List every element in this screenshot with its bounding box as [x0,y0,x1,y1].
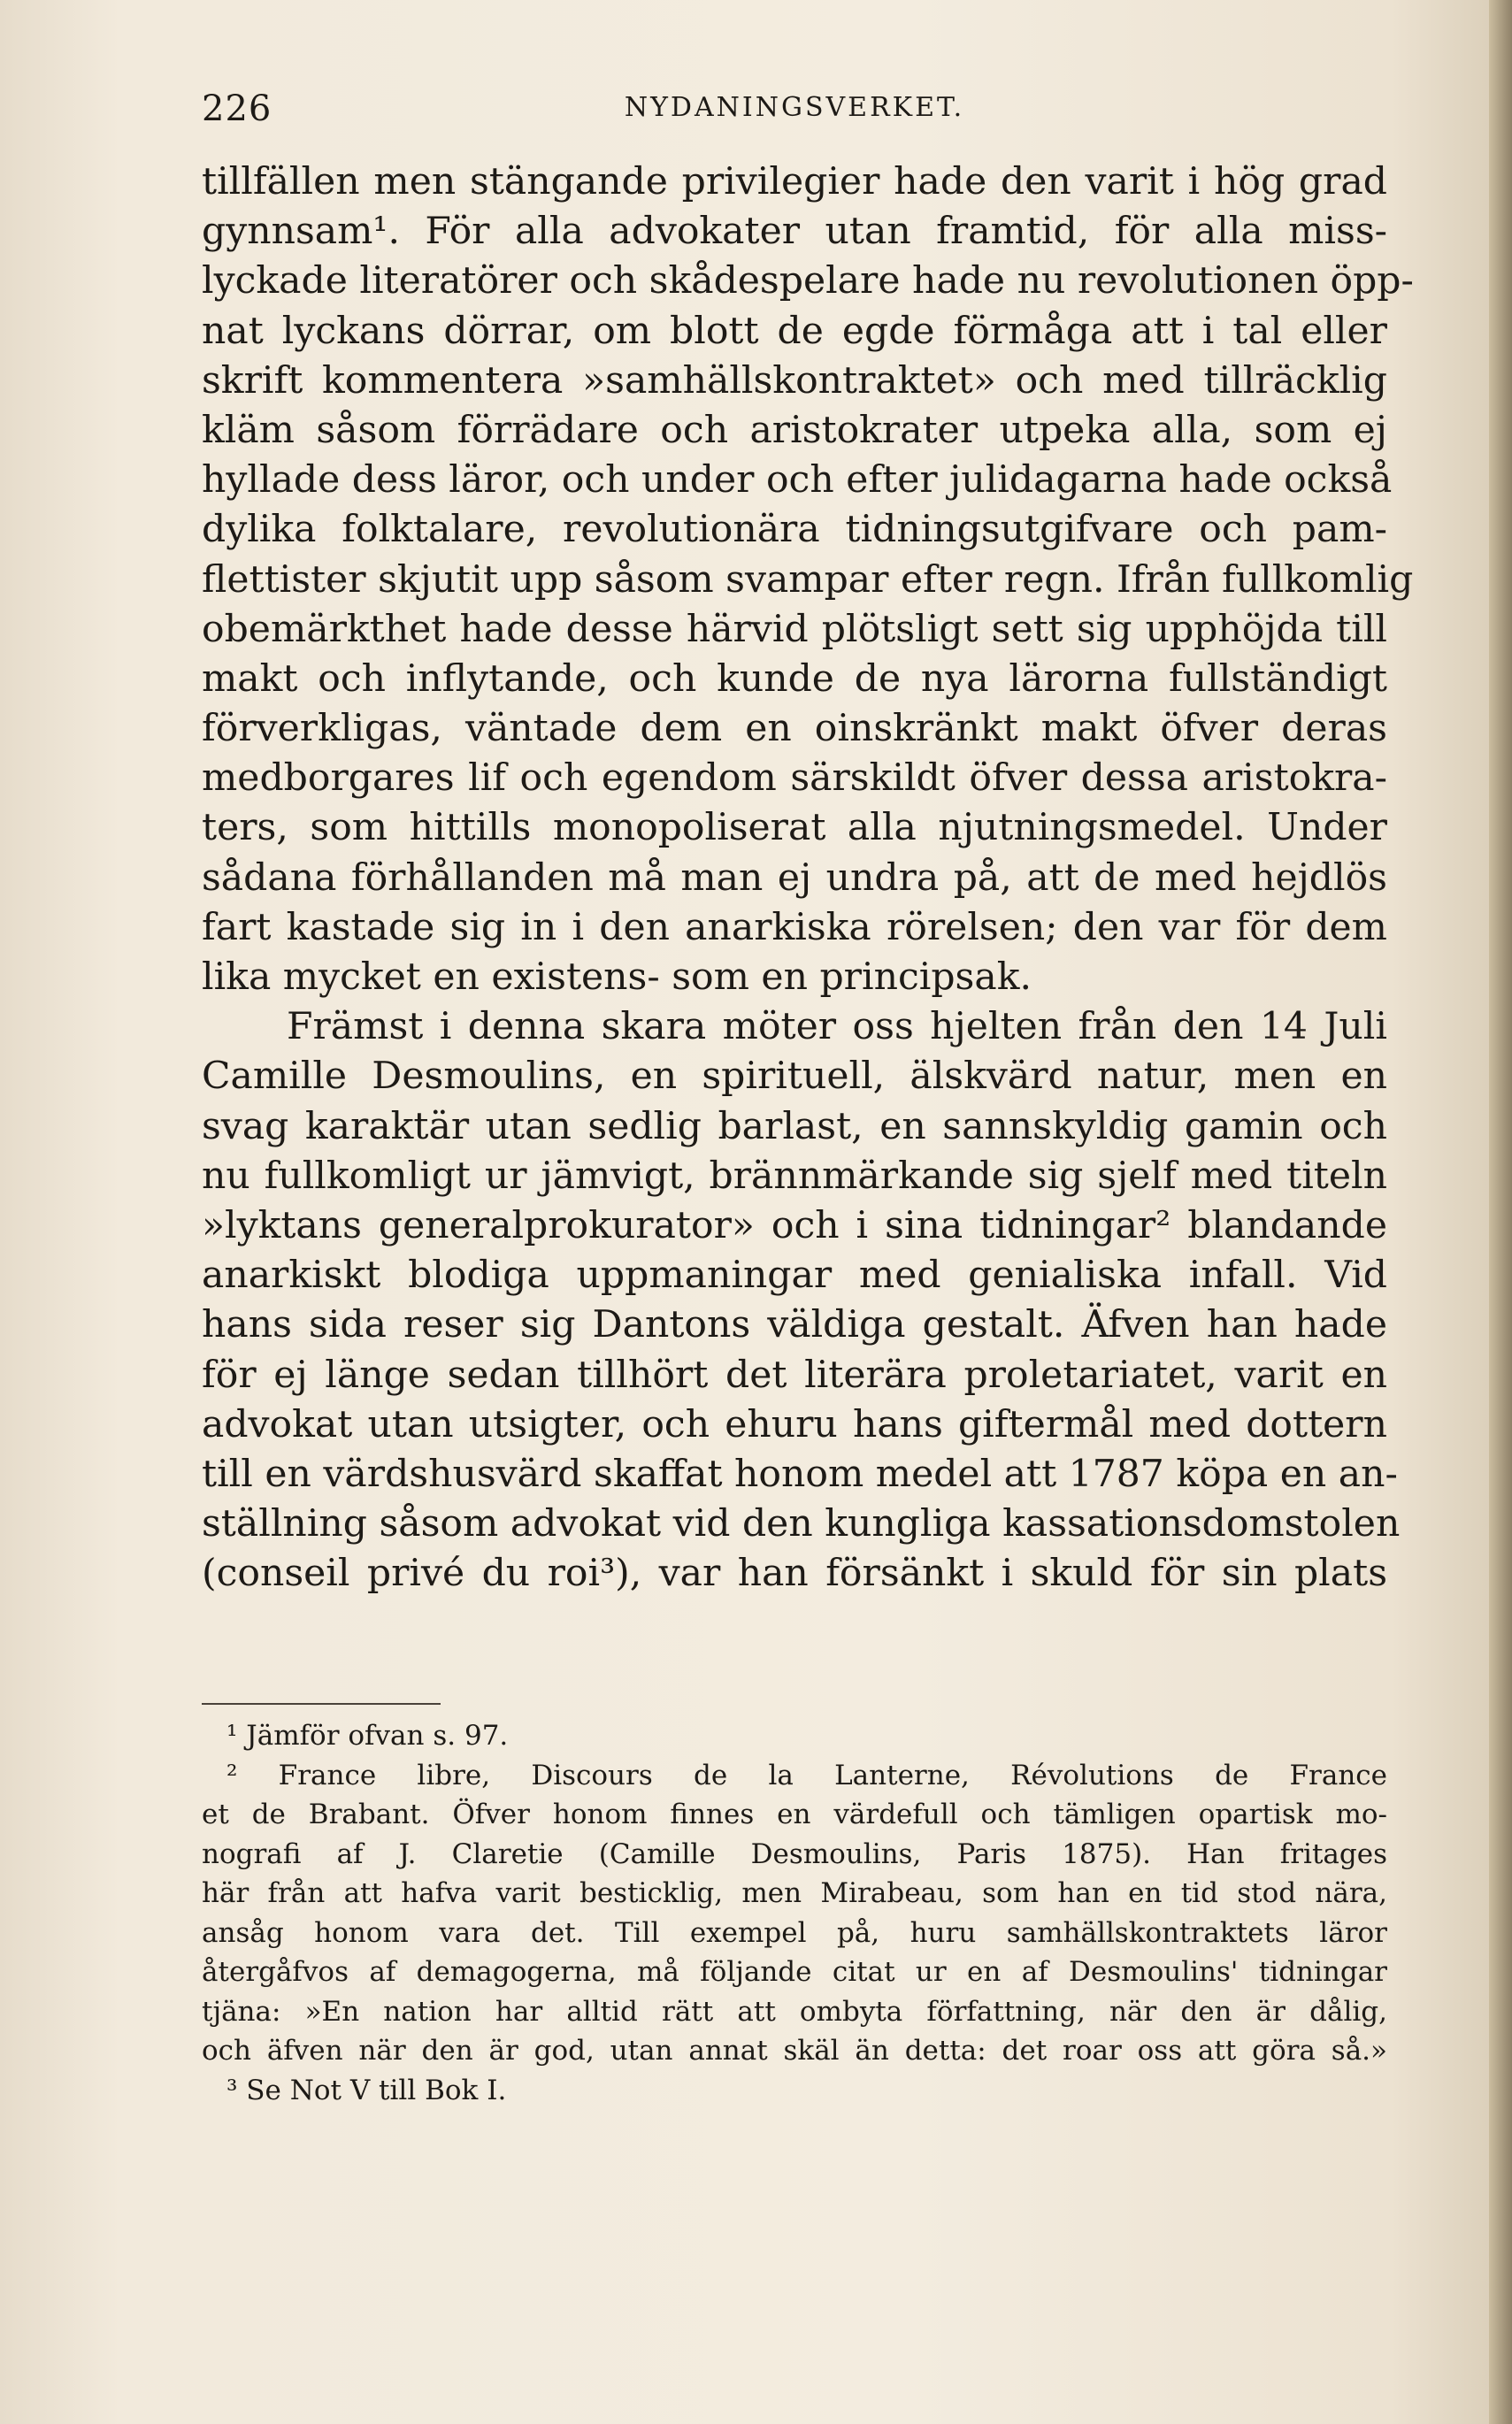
running-title: NYDANINGSVERKET. [624,92,965,123]
book-spine-shadow [1489,0,1512,2424]
body-line: nat lyckans dörrar, om blott de egde förmåga att i tal eller [202,309,1387,353]
body-line: kläm såsom förrädare och aristokrater utpeka alla, som ej [202,408,1387,452]
body-line: medborgares lif och egendom särskildt öfver dessa aristokra- [202,756,1387,801]
footnote-separator [202,1703,441,1705]
body-line: obemärkthet hade desse härvid plötsligt sett sig upphöjda till [202,607,1387,651]
body-line: fart kastade sig in i den anarkiska rörelsen; den var för dem [202,905,1387,949]
footnote-line: tjäna: »En nation har alltid rätt att ombyta författning, när den är dålig, [202,1995,1387,2028]
body-line: dylika folktalare, revolutionära tidningsutgifvare och pam- [202,508,1387,552]
footnote-line: ansåg honom vara det. Till exempel på, huru samhällskontraktets läror [202,1916,1387,1949]
page-number: 226 [202,88,272,129]
footnote-line: återgåfvos af demagogerna, må följande citat ur en af Desmoulins' tidningar [202,1956,1387,1988]
body-text [202,157,1414,1599]
footnote-line: och äfven när den är god, utan annat skäl än detta: det roar oss att göra så.» [202,2035,1387,2067]
body-line: Främst i denna skara möter oss hjelten från den 14 Juli [287,1005,1387,1049]
body-line: svag karaktär utan sedlig barlast, en sannskyldig gamin och [202,1104,1387,1148]
body-line: flettister skjutit upp såsom svampar efter regn. Ifrån fullkomlig [202,557,1414,602]
body-line: till en värdshusvärd skaffat honom medel att 1787 köpa en an- [202,1452,1398,1496]
footnotes [202,1716,1387,2110]
body-line: (conseil privé du roi³), var han försänkt i skuld för sin plats [202,1552,1387,1596]
footnote-line: nografi af J. Claretie (Camille Desmoulins, Paris 1875). Han fritages [202,1837,1387,1870]
body-line: gynnsam¹. För alla advokater utan framtid, för alla miss- [202,210,1387,254]
body-line: ställning såsom advokat vid den kungliga kassationsdomstolen [202,1502,1401,1546]
body-line: sådana förhållanden må man ej undra på, att de med hejdlös [202,855,1387,900]
body-line: lika mycket en existens- som en principsak. [202,955,1032,999]
body-line: anarkiskt blodiga uppmaningar med genialiska infall. Vid [202,1254,1387,1298]
body-line: ters, som hittills monopoliserat alla njutningsmedel. Under [202,806,1387,850]
body-line: nu fullkomligt ur jämvigt, brännmärkande sig sjelf med titeln [202,1154,1387,1198]
body-line: advokat utan utsigter, och ehuru hans giftermål med dottern [202,1402,1387,1446]
body-line: skrift kommentera »samhällskontraktet» och med tillräcklig [202,358,1387,403]
footnote-line: et de Brabant. Öfver honom finnes en värdefull och tämligen opartisk mo- [202,1799,1387,1830]
body-line: »lyktans generalprokurator» och i sina tidningar² blandande [202,1203,1387,1247]
footnote-line: ³ Se Not V till Bok I. [226,2074,507,2106]
body-line: förverkligas, väntade dem en oinskränkt makt öfver deras [202,707,1387,751]
body-line: Camille Desmoulins, en spirituell, älskvärd natur, men en [202,1055,1387,1099]
body-line: makt och inflytande, och kunde de nya lärorna fullständigt [202,656,1387,701]
body-line: hyllade dess läror, och under och efter julidagarna hade också [202,458,1393,502]
footnote-line: ² France libre, Discours de la Lanterne, Révolutions de France [226,1759,1387,1791]
body-line: lyckade literatörer och skådespelare hade nu revolutionen öpp- [202,259,1414,303]
running-header [202,88,1387,138]
body-line: hans sida reser sig Dantons väldiga gestalt. Äfven han hade [202,1303,1387,1347]
body-line: tillfällen men stängande privilegier hade den varit i hög grad [202,160,1387,203]
footnote-line: ¹ Jämför ofvan s. 97. [226,1720,509,1752]
body-line: för ej länge sedan tillhört det literära proletariatet, varit en [202,1353,1387,1397]
footnote-line: här från att hafva varit besticklig, men Mirabeau, som han en tid stod nära, [202,1877,1387,1909]
